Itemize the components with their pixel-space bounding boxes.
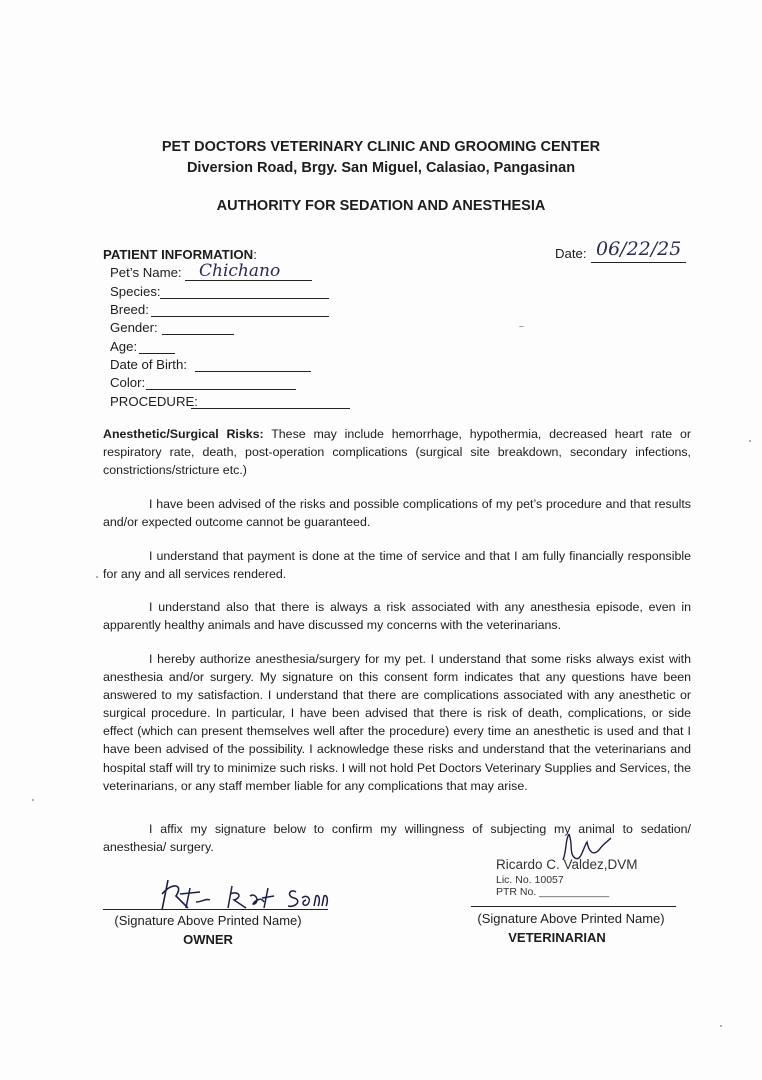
consent-paragraph-1 (103, 495, 691, 531)
vet-ptr: PTR No. ____________ (496, 886, 610, 898)
date-line (591, 262, 686, 263)
risks-text: These may include hemorrhage, hypothermia, decreased heart rate or respiratory rate, death, post-operation complications (surgical site breakdown, secondary infections, constrictions/stricture etc.) (103, 427, 691, 478)
date-value[interactable]: 06/22/25 (596, 238, 682, 260)
dob-line[interactable] (195, 371, 311, 372)
consent-text-4: I hereby authorize anesthesia/surgery for my pet. I understand that some risks always exist with anesthesia and/or surgery. My signature on this consent form indicates that any questions have been answered to my satisfaction. I understand that there are complications associated with any anesthetic or surgical procedure. In particular, I have been advised that there is risk of death, complications, or side effect (which can present themselves well after the procedure) every time an anesthetic is used and that I have been advised of the possibility. I acknowledge these risks and understand that the veterinarians and hospital staff will try to minimize such risks. I will not hold Pet Doctors Veterinary Supplies and Services, the veterinarians, or any staff member liable for any complications that may arise. (103, 652, 691, 793)
consent-text-1: I have been advised of the risks and possible complications of my pet’s procedure and that results and/or expected outcome cannot be guaranteed. (103, 497, 691, 530)
gender-label: Gender: (110, 320, 158, 335)
clinic-name: PET DOCTORS VETERINARY CLINIC AND GROOMING CENTER (161, 139, 601, 155)
owner-role-label: OWNER (183, 932, 233, 947)
vet-signature-line[interactable] (471, 906, 676, 907)
species-line[interactable] (160, 298, 329, 299)
vet-name: Ricardo C. Valdez,DVM (496, 857, 638, 872)
vet-license: Lic. No. 10057 (496, 874, 564, 886)
scan-speck (32, 799, 34, 801)
scan-speck (519, 326, 524, 327)
scan-speck (96, 576, 98, 578)
scan-speck (720, 1025, 722, 1027)
scan-speck (749, 440, 751, 442)
patient-info-heading (103, 247, 257, 262)
patient-info-heading-colon: : (253, 247, 257, 262)
pets-name-label: Pet’s Name: (110, 265, 182, 280)
consent-text-3: I understand also that there is always a risk associated with any anesthesia episode, even in apparently healthy animals and have discussed my concerns with the veterinarians. (103, 600, 691, 633)
form-title: AUTHORITY FOR SEDATION AND ANESTHESIA (216, 198, 546, 214)
age-line[interactable] (139, 353, 175, 354)
pets-name-value[interactable]: Chichano (199, 261, 281, 281)
consent-paragraph-2 (103, 547, 691, 583)
color-line[interactable] (146, 389, 296, 390)
clinic-address: Diversion Road, Brgy. San Miguel, Calasiao, Pangasinan (186, 160, 576, 176)
consent-text-2: I understand that payment is done at the time of service and that I am fully financially responsible for any and all services rendered. (103, 549, 691, 582)
owner-signature (150, 872, 335, 914)
owner-signature-caption: (Signature Above Printed Name) (114, 913, 302, 928)
gender-line[interactable] (162, 334, 234, 335)
species-label: Species: (110, 284, 161, 299)
owner-signature-line[interactable] (103, 909, 328, 910)
vet-signature-caption: (Signature Above Printed Name) (477, 911, 665, 926)
consent-paragraph-3 (103, 598, 691, 634)
color-label: Color: (110, 375, 146, 390)
risks-label: Anesthetic/Surgical Risks: (103, 427, 264, 441)
dob-label: Date of Birth: (110, 357, 187, 372)
consent-paragraph-4 (103, 650, 691, 795)
patient-info-heading-text: PATIENT INFORMATION (103, 247, 254, 262)
consent-text-5: I affix my signature below to confirm my willingness of subjecting my animal to sedation/ anesthesia/ surgery. (103, 822, 691, 855)
procedure-label: PROCEDURE: (110, 394, 198, 409)
breed-line[interactable] (151, 316, 329, 317)
age-label: Age: (110, 339, 138, 354)
date-label: Date: (555, 246, 587, 261)
vet-role-label: VETERINARIAN (508, 930, 606, 945)
risks-paragraph (103, 425, 691, 479)
procedure-line[interactable] (191, 408, 350, 409)
breed-label: Breed: (110, 302, 149, 317)
